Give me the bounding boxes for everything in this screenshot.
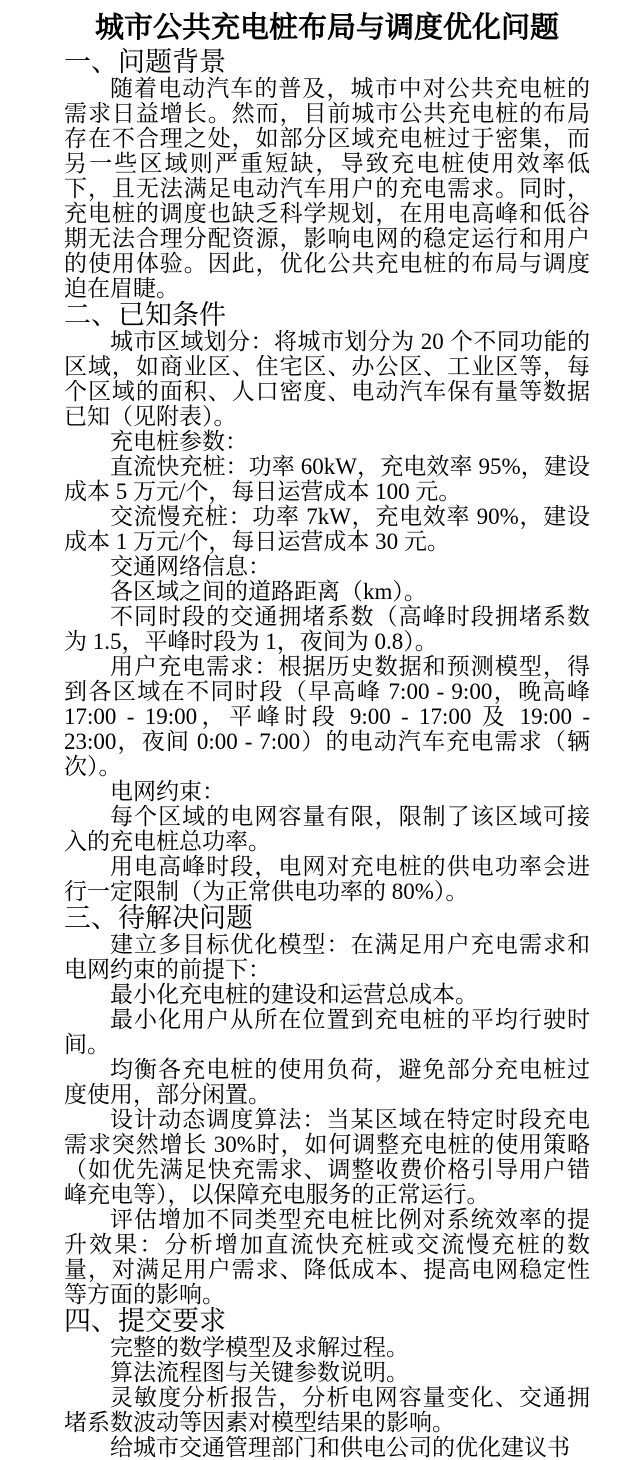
paragraph: 设计动态调度算法：当某区域在特定时段充电需求突然增长 30%时，如何调整充电桩的使用策略（如优先满足快充需求、调整收费价格引导用户错峰充电等），以保障充电服务的正常运行。 <box>64 1107 590 1207</box>
paragraph: 电网约束： <box>110 779 225 804</box>
section-heading-submission-requirements: 四、提交要求 <box>64 1306 226 1336</box>
paragraph: 直流快充桩：功率 60kW，充电效率 95%，建设成本 5 万元/个，每日运营成本 100 元。 <box>64 454 590 504</box>
document-title: 城市公共充电桩布局与调度优化问题 <box>94 12 559 44</box>
paragraph: 各区域之间的道路距离（km）。 <box>110 579 427 604</box>
paragraph: 完整的数学模型及求解过程。 <box>110 1335 409 1360</box>
paragraph: 交流慢充桩：功率 7kW，充电效率 90%，建设成本 1 万元/个，每日运营成本 30 元。 <box>64 504 590 554</box>
paragraph: 给城市交通管理部门和供电公司的优化建议书 <box>110 1435 570 1460</box>
paragraph: 均衡各充电桩的使用负荷，避免部分充电桩过度使用，部分闲置。 <box>64 1057 590 1107</box>
section-heading-known-conditions: 二、已知条件 <box>64 300 226 330</box>
section-heading-problems-to-solve: 三、待解决问题 <box>64 903 253 933</box>
paragraph: 城市区域划分：将城市划分为 20 个不同功能的区域，如商业区、住宅区、办公区、工业区等，每个区域的面积、人口密度、电动汽车保有量等数据已知（见附表）。 <box>64 329 590 429</box>
paragraph: 随着电动汽车的普及，城市中对公共充电桩的需求日益增长。然而，目前城市公共充电桩的布局存在不合理之处，如部分区域充电桩过于密集，而另一些区域则严重短缺，导致充电桩使用效率低下，且无法满足电动汽车用户的充电需求。同时，充电桩的调度也缺乏科学规划，在用电高峰和低谷期无法合理分配资源，影响电网的稳定运行和用户的使用体验。因此，优化公共充电桩的布局与调度迫在眉睫。 <box>64 76 590 301</box>
paragraph: 灵敏度分析报告，分析电网容量变化、交通拥堵系数波动等因素对模型结果的影响。 <box>64 1385 590 1435</box>
paragraph: 评估增加不同类型充电桩比例对系统效率的提升效果：分析增加直流快充桩或交流慢充桩的数量，对满足用户需求、降低成本、提高电网稳定性等方面的影响。 <box>64 1207 590 1307</box>
paragraph: 充电桩参数： <box>110 429 248 454</box>
paragraph: 交通网络信息： <box>110 554 271 579</box>
paragraph: 最小化充电桩的建设和运营总成本。 <box>110 982 478 1007</box>
paragraph: 用户充电需求：根据历史数据和预测模型，得到各区域在不同时段（早高峰 7:00 - 9:00，晚高峰 17:00 - 19:00，平峰时段 9:00 - 17:00 及 19:00 - 23:00，夜间 0:00 - 7:00）的电动汽车充电需求（辆次）。 <box>64 654 590 779</box>
paragraph: 每个区域的电网容量有限，限制了该区域可接入的充电桩总功率。 <box>64 804 590 854</box>
paragraph: 不同时段的交通拥堵系数（高峰时段拥堵系数为 1.5，平峰时段为 1，夜间为 0.8）。 <box>64 604 590 654</box>
paragraph: 建立多目标优化模型：在满足用户充电需求和电网约束的前提下： <box>64 932 590 982</box>
paragraph: 算法流程图与关键参数说明。 <box>110 1360 409 1385</box>
paragraph: 用电高峰时段，电网对充电桩的供电功率会进行一定限制（为正常供电功率的 80%）。 <box>64 854 590 904</box>
section-heading-background: 一、问题背景 <box>64 47 226 77</box>
paragraph: 最小化用户从所在位置到充电桩的平均行驶时间。 <box>64 1007 590 1057</box>
